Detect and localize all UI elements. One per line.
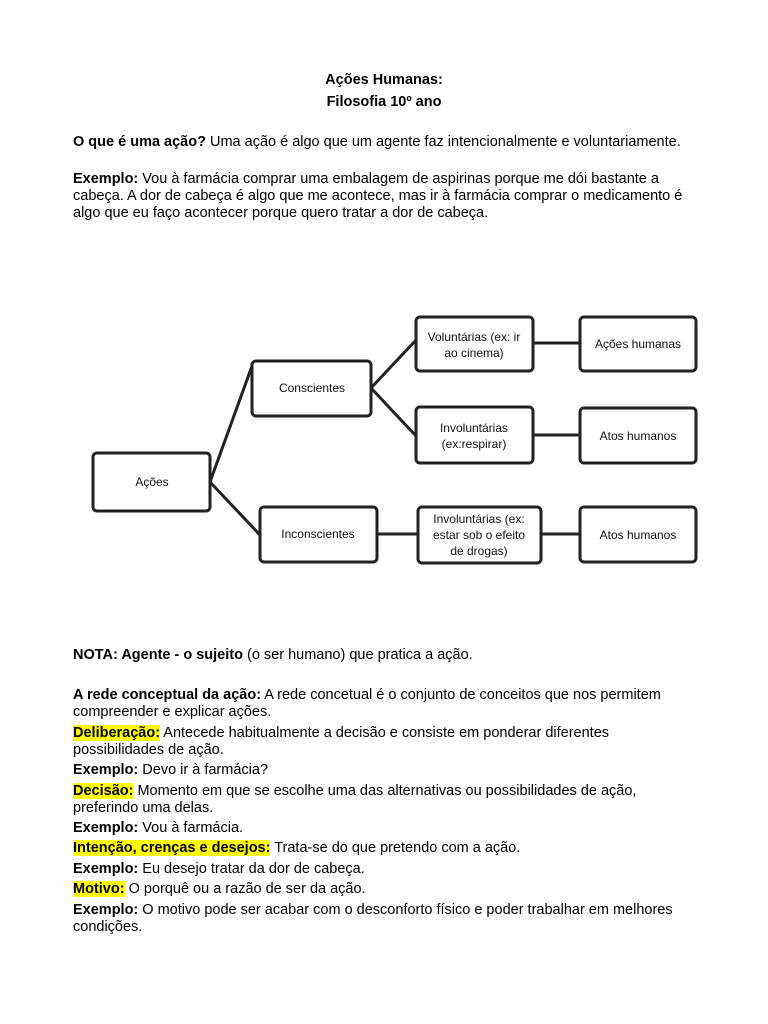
decisao-paragraph xyxy=(73,783,698,817)
decisao-example-label: Exemplo: xyxy=(73,820,139,836)
box-involuntarias-1-line-1: Involuntárias xyxy=(439,421,509,435)
title-line-2: Filosofia 10º ano xyxy=(326,94,442,110)
decisao-example-text: Vou à farmácia. xyxy=(138,820,244,836)
deliberacao-example xyxy=(73,762,698,779)
box-voluntarias-line-1: Voluntárias (ex: ir xyxy=(427,330,521,344)
deliberacao-paragraph xyxy=(73,725,698,759)
example-label: Exemplo: xyxy=(73,171,139,187)
nota-text: (o ser humano) que pratica a ação. xyxy=(242,647,473,663)
deliberacao-example-text: Devo ir à farmácia? xyxy=(138,762,269,778)
decisao-label: Decisão: xyxy=(73,783,134,799)
motivo-example xyxy=(73,902,698,936)
box-involuntarias-2-line-3: de drogas) xyxy=(450,544,508,558)
box-atos-humanos-1-label: Atos humanos xyxy=(599,429,677,443)
deliberacao-label: Deliberação: xyxy=(73,725,161,741)
question-text: Uma ação é algo que um agente faz intencionalmente e voluntariamente. xyxy=(205,134,681,150)
motivo-text: O porquê ou a razão de ser da ação. xyxy=(124,881,366,897)
question-label: O que é uma ação? xyxy=(73,134,206,150)
nota-paragraph xyxy=(73,647,698,664)
decisao-text: Momento em que se escolhe uma das alternativas ou possibilidades de ação, preferindo uma delas. xyxy=(73,783,637,816)
title-line-1: Ações Humanas: xyxy=(325,72,443,88)
rede-text: A rede concetual é o conjunto de conceitos que nos permitem compreender e explicar ações. xyxy=(73,687,661,720)
box-voluntarias xyxy=(416,317,533,371)
intencao-example-text: Eu desejo tratar da dor de cabeça. xyxy=(138,861,365,877)
deliberacao-example-label: Exemplo: xyxy=(73,762,139,778)
box-conscientes-label: Conscientes xyxy=(278,381,346,395)
rede-paragraph xyxy=(73,687,698,721)
connector-acoes-inconscientes xyxy=(210,482,260,535)
example-text: Vou à farmácia comprar uma embalagem de aspirinas porque me dói bastante a cabeça. A dor de cabeça é algo que me acontece, mas ir à farmácia comprar o medicamento é algo que eu faço acontecer porque quero tratar a dor de cabeça. xyxy=(73,171,683,221)
nota-label: NOTA: Agente - o sujeito xyxy=(73,647,243,663)
rede-label: A rede conceptual da ação: xyxy=(73,687,262,703)
motivo-label: Motivo: xyxy=(73,881,125,897)
intencao-label: Intenção, crenças e desejos: xyxy=(73,840,271,856)
box-acoes-humanas-label: Ações humanas xyxy=(594,337,682,351)
intencao-paragraph xyxy=(73,840,698,857)
box-atos-humanos-2-label: Atos humanos xyxy=(599,528,677,542)
box-voluntarias-line-2: ao cinema) xyxy=(444,346,504,360)
decisao-example xyxy=(73,820,698,837)
box-involuntarias-1-line-2: (ex:respirar) xyxy=(441,437,507,451)
connector-conscientes-involuntarias xyxy=(371,388,416,436)
motivo-example-label: Exemplo: xyxy=(73,902,139,918)
box-involuntarias-1 xyxy=(416,407,533,463)
box-acoes-label: Ações xyxy=(135,475,169,489)
intencao-example-label: Exemplo: xyxy=(73,861,139,877)
motivo-example-text: O motivo pode ser acabar com o desconforto físico e poder trabalhar em melhores condições. xyxy=(73,902,673,935)
motivo-paragraph xyxy=(73,881,698,898)
box-inconscientes-label: Inconscientes xyxy=(281,527,355,541)
connector-acoes-conscientes xyxy=(210,366,252,482)
box-involuntarias-2-line-2: estar sob o efeito xyxy=(432,528,526,542)
deliberacao-text: Antecede habitualmente a decisão e consiste em ponderar diferentes possibilidades de ação. xyxy=(73,725,610,758)
intencao-text: Trata-se do que pretendo com a ação. xyxy=(270,840,521,856)
connector-conscientes-voluntarias xyxy=(371,340,416,388)
intencao-example xyxy=(73,861,698,878)
box-involuntarias-2-line-1: Involuntárias (ex: xyxy=(433,512,525,526)
